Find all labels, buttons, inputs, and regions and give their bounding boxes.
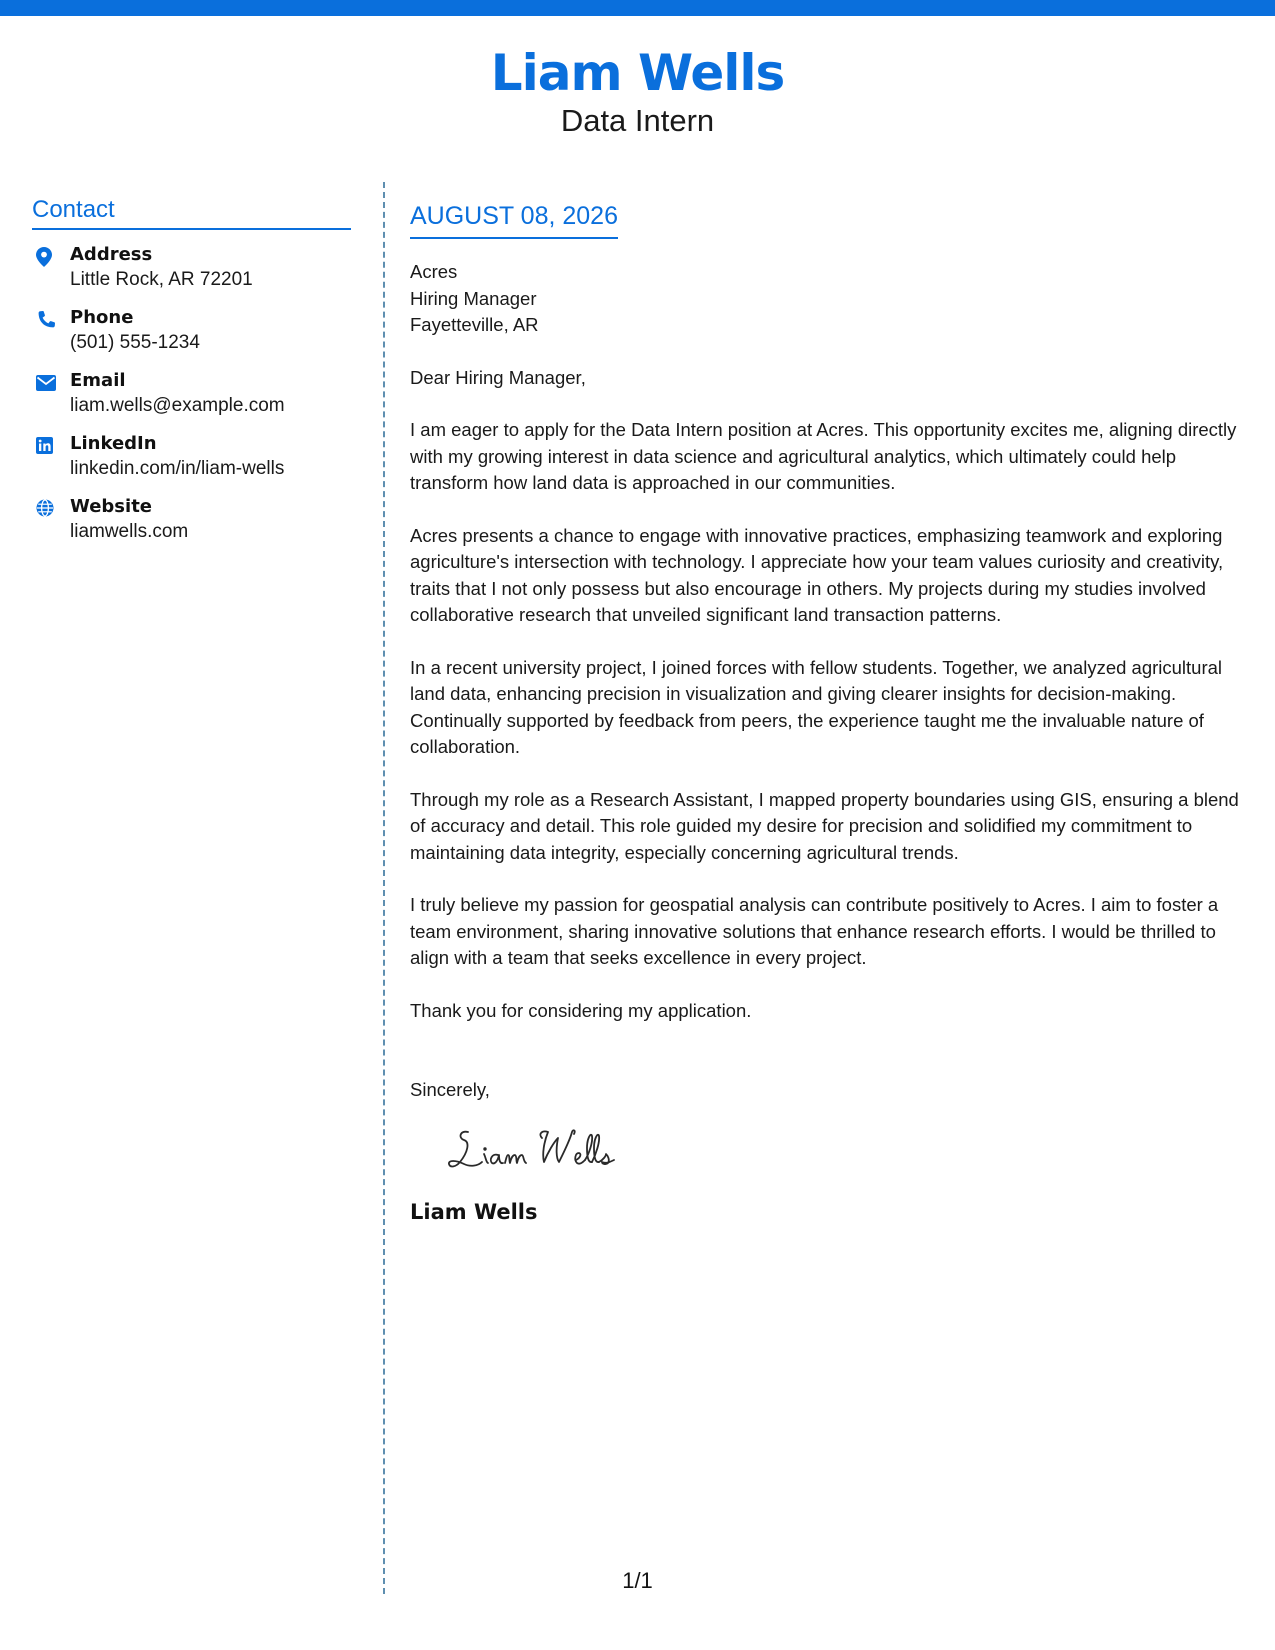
contact-sidebar	[32, 196, 351, 557]
contact-item-phone	[32, 305, 351, 368]
handwritten-signature	[446, 1120, 1250, 1184]
letter-body	[410, 200, 1250, 1226]
body-paragraph: In a recent university project, I joined forces with fellow students. Together, we analyzed agricultural land data, enhancing precision in visualization and giving clearer insights for decision-making. Continually supported by feedback from peers, the experience taught me the invaluable nature of collaboration.	[410, 656, 1223, 757]
envelope-icon	[32, 368, 70, 391]
column-divider	[383, 182, 385, 1594]
body-paragraph: I am eager to apply for the Data Intern position at Acres. This opportunity excites me, aligning directly with my growing interest in data science and agricultural analytics, which ultimately could help transform how land data is approached in our communities.	[410, 419, 1237, 493]
contact-list	[32, 242, 351, 557]
globe-icon	[32, 494, 70, 517]
linkedin-icon	[32, 431, 70, 454]
top-accent-bar	[0, 0, 1275, 16]
address-label: Address	[70, 244, 153, 265]
website-value: liamwells.com	[70, 521, 189, 542]
recipient-block	[410, 259, 1250, 339]
email-value: liam.wells@example.com	[70, 395, 285, 416]
contact-item-linkedin	[32, 431, 351, 494]
recipient-location: Fayetteville, AR	[410, 314, 539, 335]
contact-item-email	[32, 368, 351, 431]
body-paragraph: Acres presents a chance to engage with innovative practices, emphasizing teamwork and exploring agriculture's intersection with technology. I appreciate how your team values curiosity and creativity, traits that I not only possess but also encourage in others. My projects during my studies involved collaborative research that unveiled significant land transaction patterns.	[410, 524, 1224, 625]
letter-header	[0, 40, 1275, 140]
date-block	[410, 200, 618, 239]
phone-value: (501) 555-1234	[70, 332, 200, 353]
signer-name: Liam Wells	[410, 1199, 538, 1224]
body-paragraph: Through my role as a Research Assistant, I mapped property boundaries using GIS, ensuring a blend of accuracy and detail. This role guided my desire for precision and solidified my commitment to maintaining data integrity, especially concerning agricultural trends.	[410, 788, 1239, 863]
salutation: Dear Hiring Manager,	[410, 366, 586, 388]
recipient-company: Acres	[410, 261, 458, 282]
contact-item-website	[32, 494, 351, 557]
closing: Sincerely,	[410, 1079, 490, 1100]
page-number: 1/1	[622, 1568, 653, 1593]
address-value: Little Rock, AR 72201	[70, 269, 253, 290]
phone-label: Phone	[70, 307, 134, 328]
linkedin-label: LinkedIn	[70, 433, 157, 454]
body-paragraph: Thank you for considering my application.	[410, 999, 752, 1021]
contact-item-address	[32, 242, 351, 305]
website-label: Website	[70, 496, 153, 517]
email-label: Email	[70, 370, 126, 391]
phone-icon	[32, 305, 70, 330]
linkedin-value: linkedin.com/in/liam-wells	[70, 458, 285, 479]
contact-section-title: Contact	[32, 196, 351, 230]
applicant-name: Liam Wells	[490, 44, 785, 102]
letter-date: AUGUST 08, 2026	[410, 202, 618, 230]
applicant-role: Data Intern	[560, 103, 715, 138]
recipient-title: Hiring Manager	[410, 287, 537, 309]
body-paragraph: I truly believe my passion for geospatial analysis can contribute positively to Acres. I aim to foster a team environment, sharing innovative solutions that enhance research efforts. I would be thrilled to align with a team that seeks excellence in every project.	[410, 894, 1219, 968]
map-pin-icon	[32, 242, 70, 267]
